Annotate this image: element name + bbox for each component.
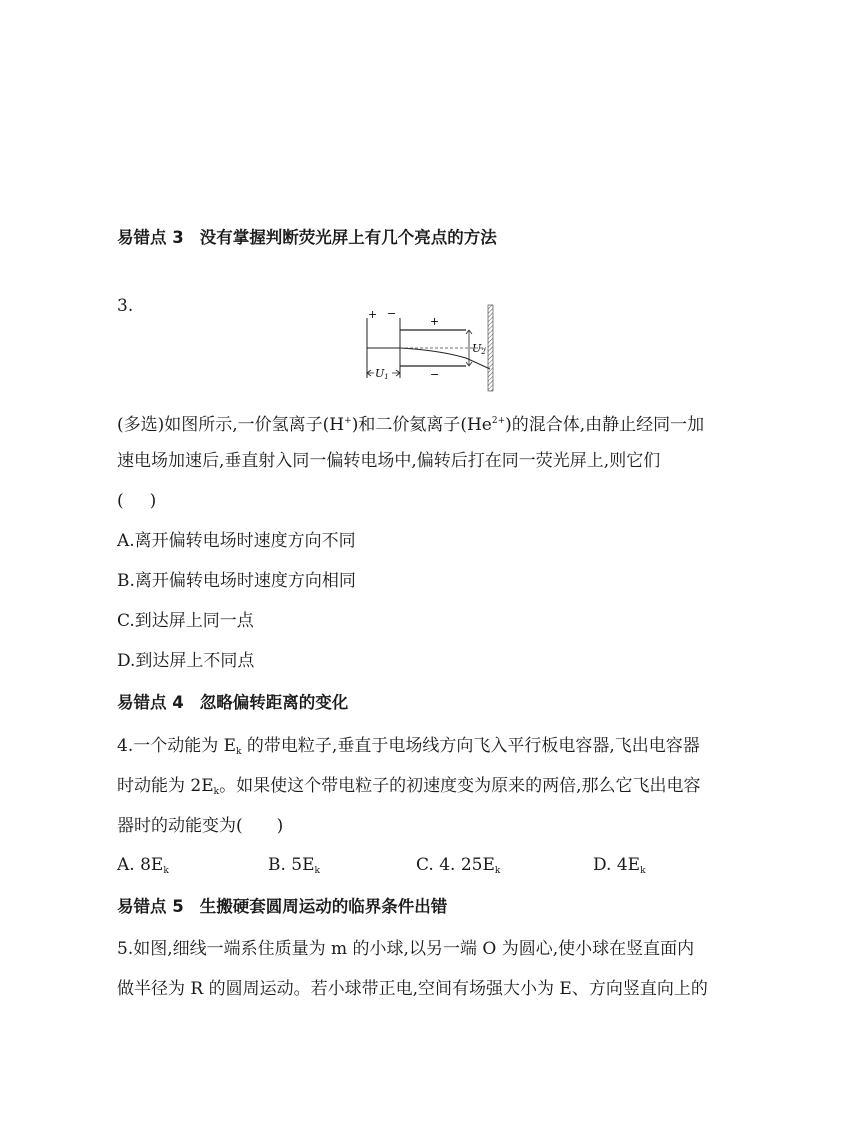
section-title: 没有掌握判断荧光屏上有几个亮点的方法 — [199, 228, 497, 247]
section-title: 生搬硬套圆周运动的临界条件出错 — [199, 897, 448, 916]
section-heading-4 — [117, 692, 348, 714]
option-c: C. 4. $25E_k$ — [416, 855, 501, 876]
option-a: A.离开偏转电场时速度方向不同 — [117, 531, 356, 551]
question-number: 3. — [117, 296, 134, 316]
option-d: D. $4E_k$ — [593, 855, 646, 876]
q3-line-2: 速电场加速后,垂直射入同一偏转电场中,偏转后打在同一荧光屏上,则它们 — [117, 451, 661, 471]
section-tag: 易错点 4 — [117, 693, 184, 712]
option-c: C.到达屏上同一点 — [117, 611, 254, 631]
plus-sign-left: + — [368, 308, 378, 321]
plus-sign-plate: + — [430, 315, 440, 328]
option-b: B. $5E_k$ — [268, 855, 320, 876]
q4-line-1: 4.一个动能为 $E_k$ 的带电粒子,垂直于电场线方向飞入平行板电容器,飞出电容器 — [117, 736, 700, 757]
q5-line-2: 做半径为 R 的圆周运动。若小球带正电,空间有场强大小为 E、方向竖直向上的 — [117, 979, 708, 999]
section-title: 忽略偏转距离的变化 — [199, 693, 349, 712]
q4-line-3: 器时的动能变为( ) — [117, 816, 284, 836]
section-heading-5 — [117, 896, 447, 918]
option-b: B.离开偏转电场时速度方向相同 — [117, 571, 356, 591]
option-d: D.到达屏上不同点 — [117, 651, 255, 671]
u1-label: U1 — [375, 367, 389, 381]
section-tag: 易错点 3 — [117, 228, 184, 247]
q3-line-1: (多选)如图所示,一价氢离子(H+)和二价氦离子$(He^{2+})$的混合体,由静止经同一加 — [117, 415, 705, 435]
u2-label: U2 — [472, 342, 486, 356]
q4-line-2: 时动能为 $2E_k$。如果使这个带电粒子的初速度变为原来的两倍,那么它飞出电容 — [117, 776, 701, 797]
deflection-figure — [358, 303, 500, 393]
fluorescent-screen — [488, 305, 493, 391]
option-a: A. $8E_k$ — [117, 855, 169, 876]
q5-line-1: 5.如图,细线一端系住质量为 m 的小球,以另一端 O 为圆心,使小球在竖直面内 — [117, 939, 695, 959]
section-tag: 易错点 5 — [117, 897, 184, 916]
section-heading-3 — [117, 227, 497, 249]
answer-parentheses: ( ) — [117, 491, 157, 511]
minus-sign-plate: − — [430, 368, 440, 381]
minus-sign-left: − — [387, 307, 397, 320]
